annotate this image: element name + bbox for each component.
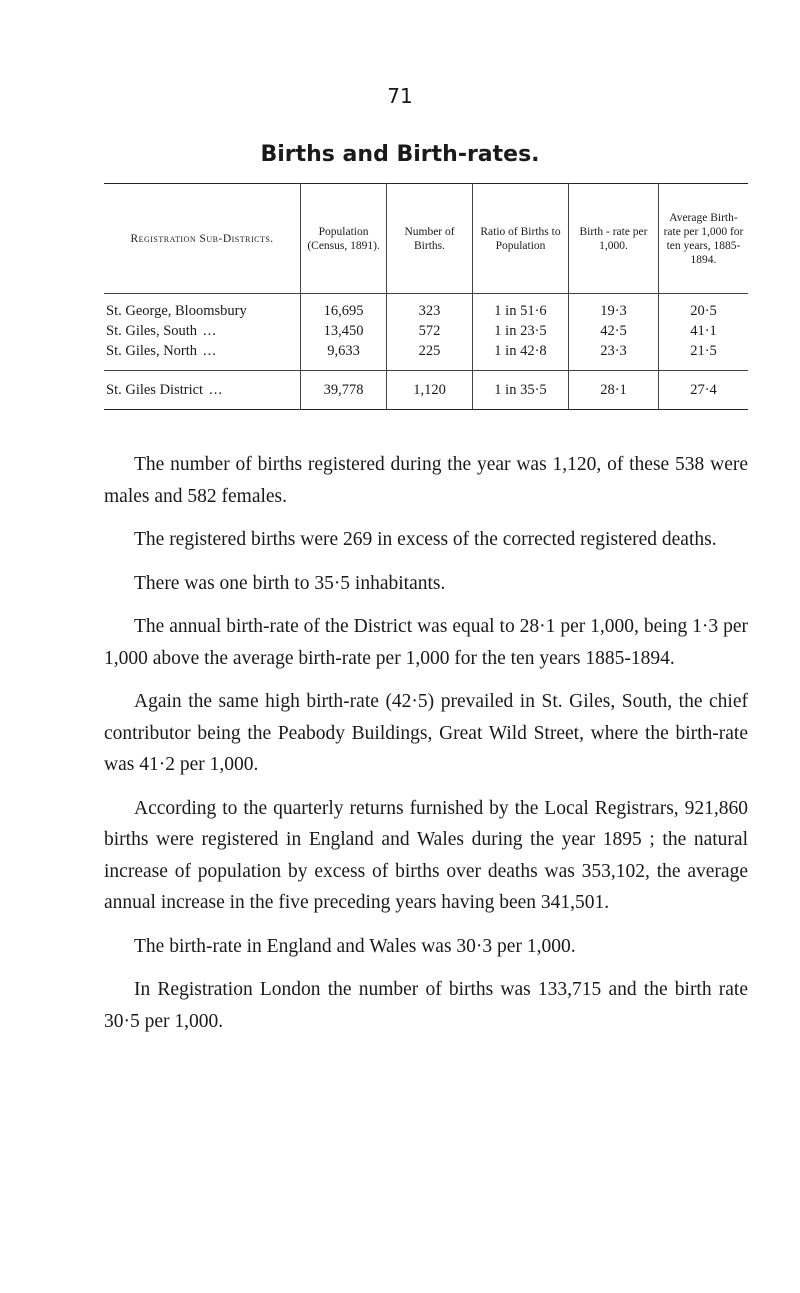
leader-dots: ... <box>209 381 223 398</box>
population-cell: 13,450 <box>301 321 387 341</box>
col-header-districts: Registration Sub-Districts. <box>130 232 274 245</box>
col-header-birth-rate: Birth - rate per 1,000. <box>569 184 659 294</box>
paragraph: In Registration London the number of births was 133,715 and the birth rate 30·5 per 1,000. <box>104 979 748 1032</box>
birth-rates-table <box>104 183 748 410</box>
table-row <box>104 341 748 371</box>
ratio-cell: 1 in 35·5 <box>472 371 568 410</box>
average-cell: 20·5 <box>658 294 748 322</box>
col-header-births: Number of Births. <box>387 184 473 294</box>
paragraph: There was one birth to 35·5 inhabitants. <box>134 572 446 594</box>
rate-cell: 19·3 <box>569 294 659 322</box>
table-total-row <box>104 371 748 410</box>
population-cell: 39,778 <box>301 371 387 410</box>
paragraph: According to the quarterly returns furnished by the Local Registrars, 921,860 births were registered in England and Wales during the year 1895 ; the natural increase of population by excess of births over deaths was 353,102, the average annual increase in the five preceding years having been 341,501. <box>104 797 748 913</box>
paragraph: Again the same high birth-rate (42·5) prevailed in St. Giles, South, the chief contributor being the Peabody Buildings, Great Wild Street, where the birth-rate was 41·2 per 1,000. <box>104 691 748 775</box>
body-text <box>104 449 748 1049</box>
page-number: 71 <box>387 84 413 108</box>
population-cell: 16,695 <box>301 294 387 322</box>
paragraph: The annual birth-rate of the District was equal to 28·1 per 1,000, being 1·3 per 1,000 above the average birth-rate per 1,000 for the ten years 1885-1894. <box>104 616 748 669</box>
rate-cell: 23·3 <box>569 341 659 371</box>
births-cell: 572 <box>387 321 473 341</box>
district-cell: St. Giles, South ... <box>106 322 217 339</box>
rate-cell: 28·1 <box>569 371 659 410</box>
births-cell: 1,120 <box>387 371 473 410</box>
ratio-cell: 1 in 51·6 <box>472 294 568 322</box>
paragraph: The registered births were 269 in excess of the corrected registered deaths. <box>134 529 717 550</box>
table-row <box>104 294 748 322</box>
page-title: Births and Birth-rates. <box>260 142 540 167</box>
births-cell: 225 <box>387 341 473 371</box>
average-cell: 21·5 <box>658 341 748 371</box>
col-header-average: Average Birth-rate per 1,000 for ten years, 1885-1894. <box>658 184 748 294</box>
district-cell: St. George, Bloomsbury <box>104 294 301 322</box>
rate-cell: 42·5 <box>569 321 659 341</box>
col-header-population: Population (Census, 1891). <box>301 184 387 294</box>
table-header-row <box>104 184 748 294</box>
births-cell: 323 <box>387 294 473 322</box>
leader-dots: ... <box>203 322 217 339</box>
average-cell: 41·1 <box>658 321 748 341</box>
average-cell: 27·4 <box>658 371 748 410</box>
ratio-cell: 1 in 42·8 <box>472 341 568 371</box>
paragraph: The number of births registered during the year was 1,120, of these 538 were males and 582 females. <box>104 454 748 507</box>
col-header-ratio: Ratio of Births to Population <box>472 184 568 294</box>
table-row <box>104 321 748 341</box>
district-cell: St. Giles, North ... <box>106 342 217 359</box>
leader-dots: ... <box>203 342 217 359</box>
district-cell: St. Giles District ... <box>104 371 301 410</box>
paragraph: The birth-rate in England and Wales was 30·3 per 1,000. <box>134 935 576 957</box>
population-cell: 9,633 <box>301 341 387 371</box>
ratio-cell: 1 in 23·5 <box>472 321 568 341</box>
